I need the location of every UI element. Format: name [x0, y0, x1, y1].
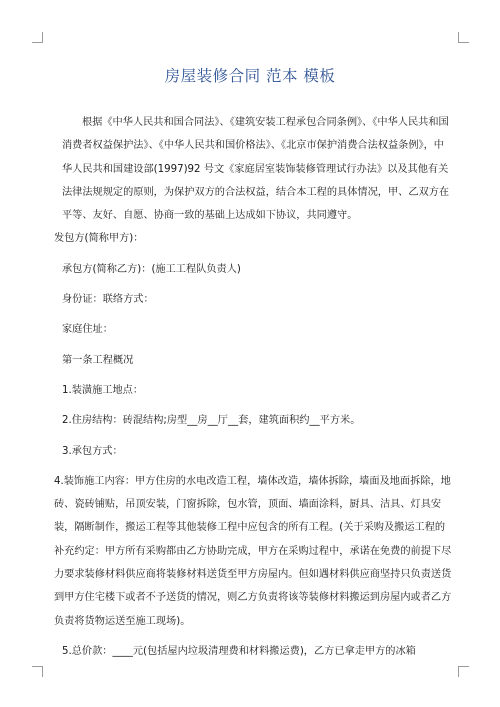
paragraph-party-a: 发包方(简称甲方)：: [54, 233, 144, 245]
paragraph-item-4: 4.装饰施工内容：甲方住房的水电改造工程，墙体改造，墙体拆除，墙面及地面拆除，地砖、瓷砖铺贴，吊顶安装，门窗拆除，包水管，顶面、墙面涂料，厨具、洁具、灯具安装，隔断制作，搬运工程等其他装修工程中应包含的所有工程。(关于采购及搬运工程的补充约定：甲方所有采购都由乙方协助完成，甲方在采购过程中，承诺在免费的前提下尽力要求装修材料供应商将装修材料送货至甲方房屋内。但如遇材料供应商坚持只负责送货到甲方住宅楼下或者不予送货的情况，则乙方负责将该等装修材料搬运到房屋内或者乙方负责将货物运送至施工现场)。: [54, 475, 452, 627]
document-body: [54, 111, 454, 663]
document-title: 房屋装修合同 范本 模板: [164, 67, 336, 85]
crop-mark-bottom-right: [458, 666, 469, 677]
crop-mark-top-left: [32, 32, 43, 43]
paragraph-party-b: 承包方(简称乙方)：(施工工程队负责人): [62, 263, 241, 275]
paragraph-preamble: 根据《中华人民共和国合同法》、《建筑安装工程承包合同条例》、《中华人民共和国消费者权益保护法》、《中华人民共和国价格法》、《北京市保护消费合法权益条例》，中华人民共和国建设部(1997)92 号文《家庭居室装饰装修管理试行办法》以及其他有关法律法规规定的原则，为保护双方的合法权益，结合本工程的具体情况，甲、乙双方在平等、友好、自愿、协商一致的基础上达成如下协议，共同遵守。: [62, 117, 450, 222]
paragraph-section-1-heading: 第一条工程概况: [62, 354, 134, 366]
crop-mark-top-right: [458, 32, 469, 43]
paragraph-item-3: 3.承包方式：: [62, 445, 123, 457]
crop-mark-bottom-left: [32, 666, 43, 677]
paragraph-item-5: 5.总价款：____元(包括屋内垃圾清理费和材料搬运费)，乙方已拿走甲方的冰箱: [62, 645, 416, 657]
paragraph-item-2: 2.住房结构：砖混结构;房型__房__厅__套，建筑面积约__平方米。: [62, 415, 361, 427]
paragraph-item-1: 1.装潢施工地点：: [62, 384, 144, 396]
paragraph-id-contact: 身份证：联络方式：: [62, 294, 154, 306]
paragraph-home-address: 家庭住址：: [62, 324, 113, 336]
